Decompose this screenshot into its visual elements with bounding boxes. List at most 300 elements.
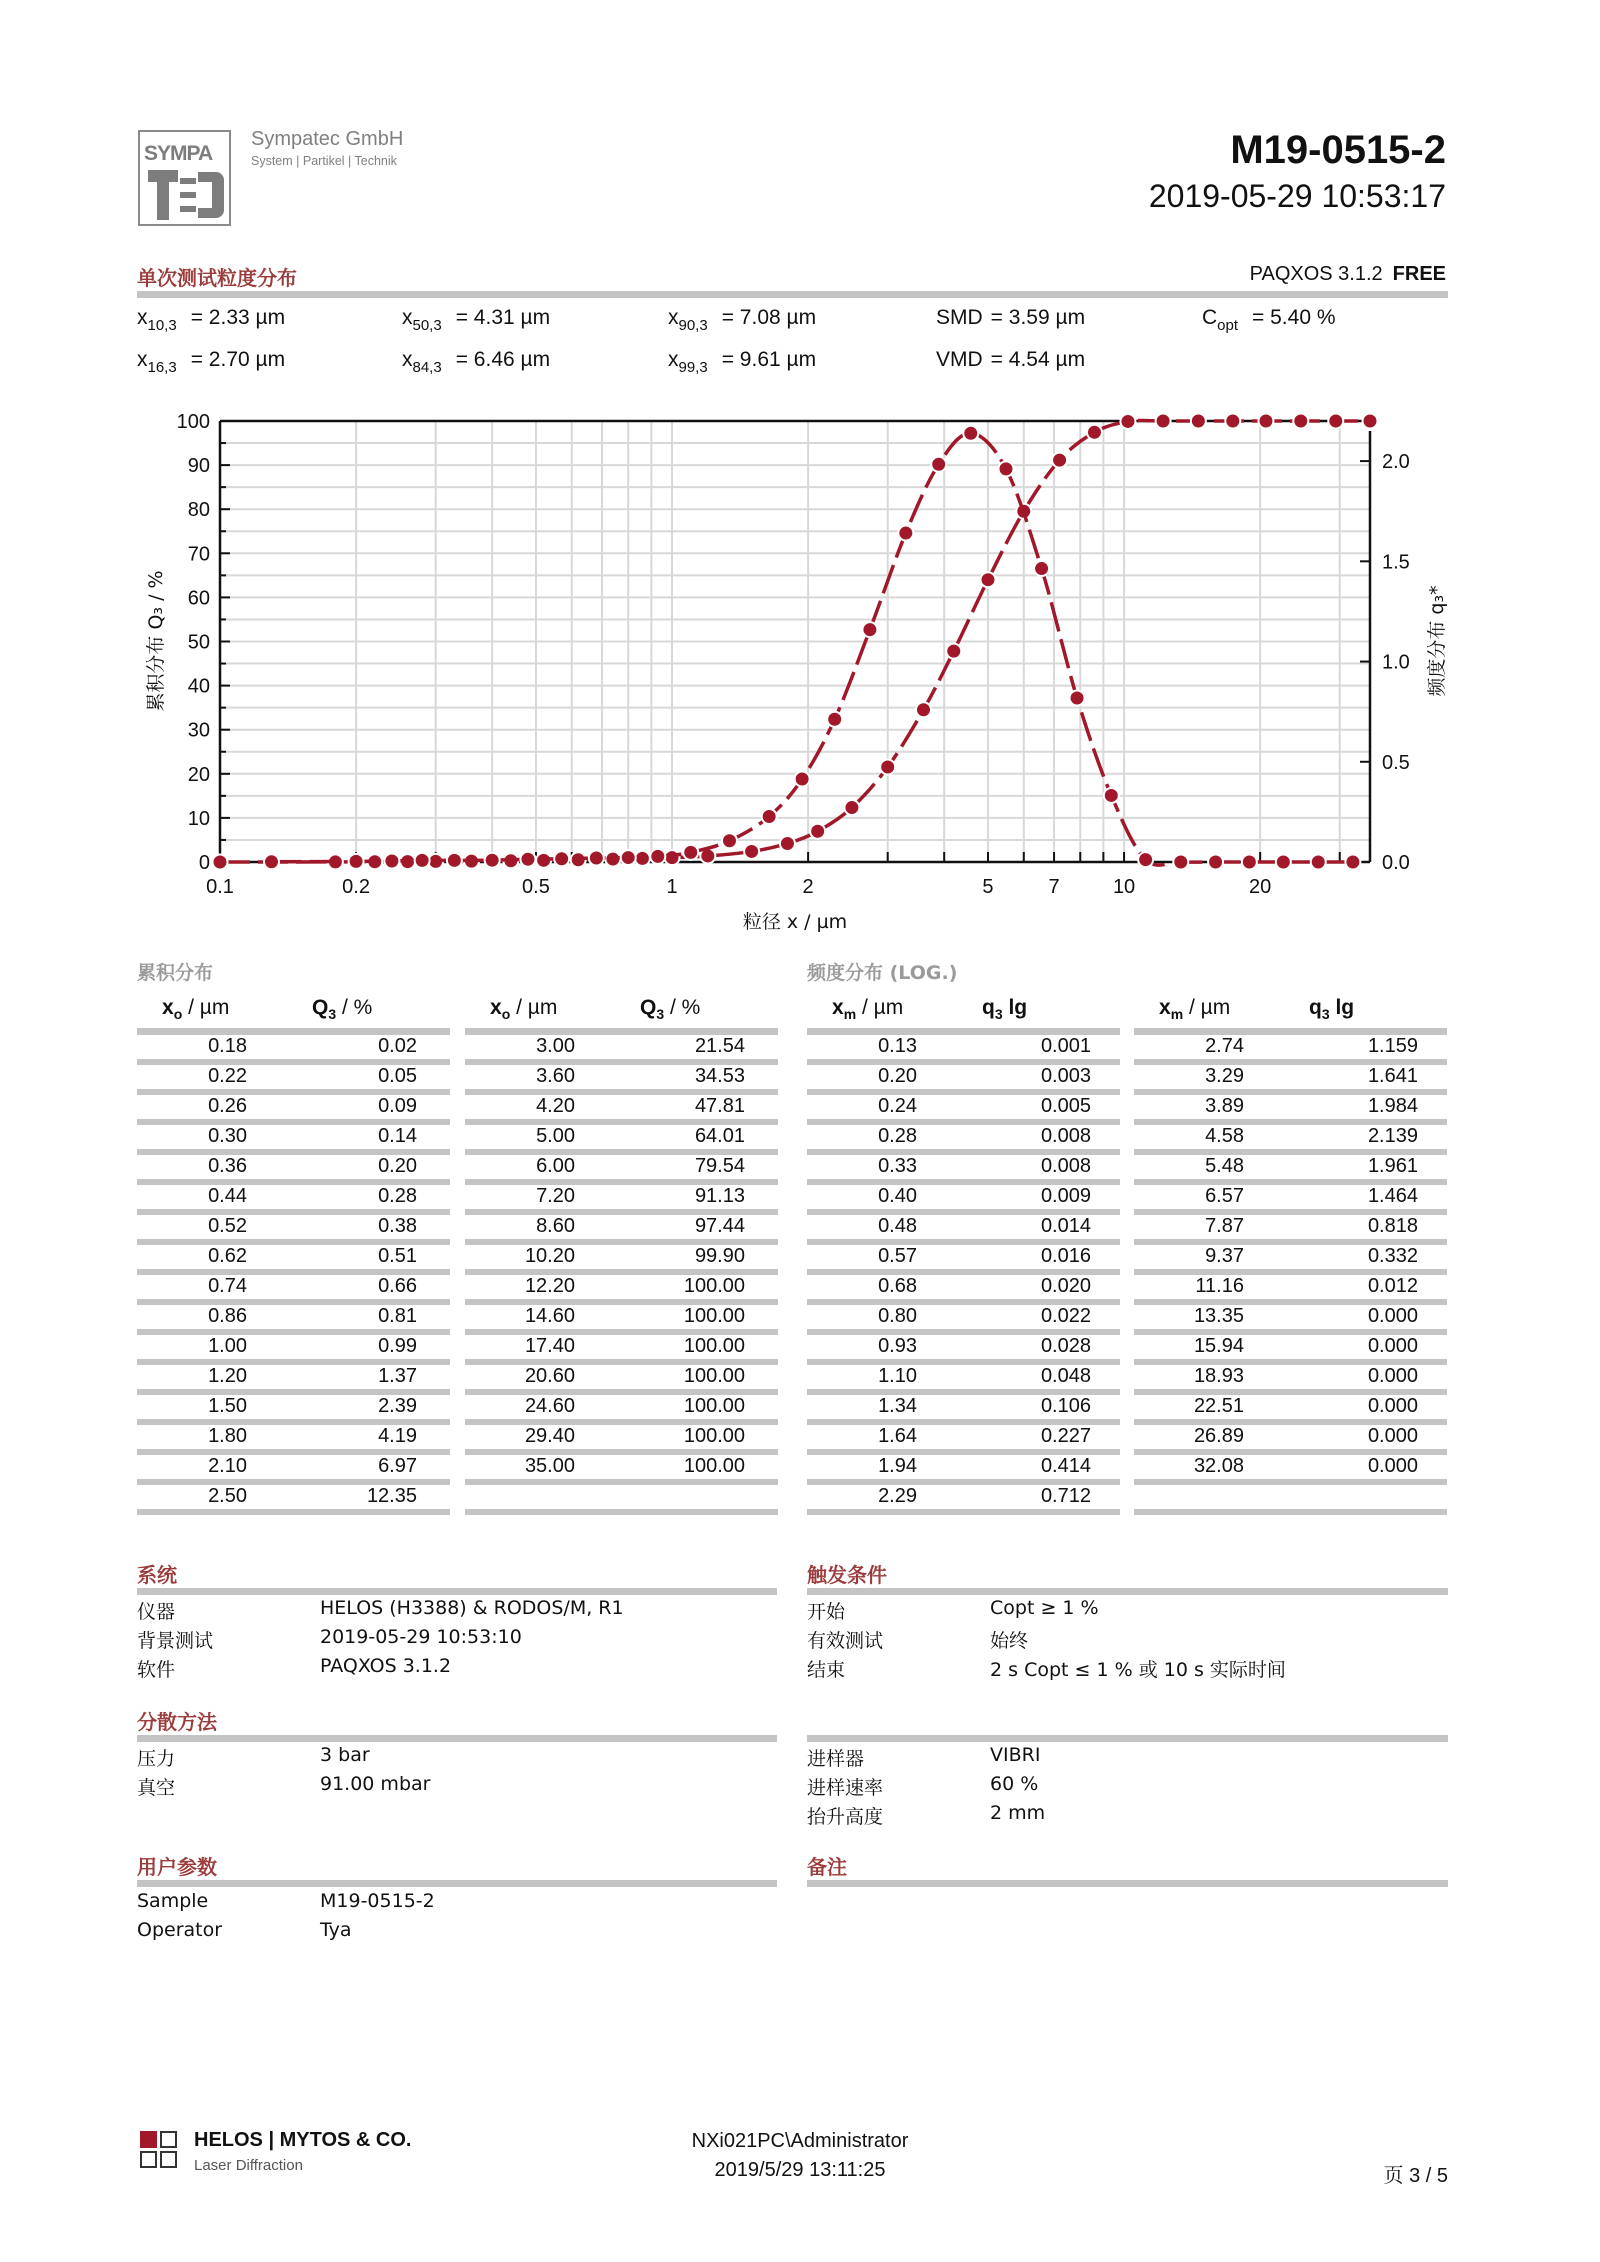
column-subscript: m xyxy=(843,1006,857,1022)
value-cell: 0.028 xyxy=(1040,1335,1091,1357)
table-row xyxy=(465,1065,778,1095)
table-row xyxy=(807,1185,1120,1215)
value-cell: 0.38 xyxy=(378,1215,417,1237)
value-cell: 0.05 xyxy=(378,1065,417,1087)
value-cell: 0.016 xyxy=(1040,1245,1091,1267)
column-header xyxy=(640,996,700,1022)
value-cell: 0.28 xyxy=(378,1185,417,1207)
x-tick-label: 5 xyxy=(982,876,994,898)
software-name: PAQXOS 3.1.2 xyxy=(1249,263,1383,285)
value-cell: 6.97 xyxy=(378,1455,417,1477)
stat-symbol: x xyxy=(668,306,679,329)
value-cell: 0.022 xyxy=(1040,1305,1091,1327)
table-row xyxy=(1134,1065,1447,1095)
value-cell: 1.37 xyxy=(378,1365,417,1387)
y-tick-label: 60 xyxy=(187,587,210,610)
trigger-label: 结束 xyxy=(807,1659,846,1681)
size-cell: 22.51 xyxy=(1193,1395,1244,1417)
notes-rule xyxy=(807,1880,1448,1887)
density-data-point xyxy=(1276,855,1291,870)
size-cell: 0.40 xyxy=(878,1185,917,1207)
value-cell: 0.012 xyxy=(1367,1275,1418,1297)
table-row xyxy=(1134,1125,1447,1155)
density-data-point xyxy=(650,849,665,864)
table-row xyxy=(807,1245,1120,1275)
density-data-point xyxy=(898,526,913,541)
y-tick-label: 50 xyxy=(187,631,210,654)
column-header xyxy=(490,996,557,1022)
size-cell: 32.08 xyxy=(1193,1455,1244,1477)
table-row xyxy=(137,1275,450,1305)
size-cell: 1.10 xyxy=(878,1365,917,1387)
x-tick-label: 0.1 xyxy=(206,876,234,898)
y-axis-title: 累积分布 Q₃ / % xyxy=(145,570,167,712)
x-tick-label: 0.2 xyxy=(342,876,370,898)
dispersion-value: 3 bar xyxy=(320,1744,370,1766)
x-tick-label: 0.5 xyxy=(522,876,550,898)
table-row xyxy=(137,1125,450,1155)
stat-symbol: VMD xyxy=(936,348,983,371)
size-cell: 14.60 xyxy=(524,1305,575,1327)
size-cell: 8.60 xyxy=(536,1215,575,1237)
trigger-value: 2 s Copt ≤ 1 % 或 10 s 实际时间 xyxy=(990,1659,1286,1681)
density-data-point xyxy=(1242,855,1257,870)
value-cell: 12.35 xyxy=(366,1485,417,1507)
stat-subscript: 90,3 xyxy=(678,317,708,334)
stat-value: = 7.08 µm xyxy=(721,306,817,329)
stat-value: = 4.54 µm xyxy=(990,348,1086,371)
cumulative-data-point xyxy=(1087,425,1102,440)
density-data-point xyxy=(1070,691,1085,706)
feeder-label: 进样速率 xyxy=(807,1777,884,1799)
stat-value: = 2.33 µm xyxy=(190,306,286,329)
value-cell: 0.000 xyxy=(1367,1305,1418,1327)
footer-page-number: 页 3 / 5 xyxy=(1383,2165,1448,2187)
cumulative-data-point xyxy=(1258,414,1273,429)
column-subscript: 3 xyxy=(328,1006,337,1022)
y-tick-label: 100 xyxy=(176,411,210,433)
cumulative-table xyxy=(465,990,778,1515)
stat-subscript: 84,3 xyxy=(412,359,442,376)
column-header xyxy=(832,996,903,1022)
size-cell: 6.57 xyxy=(1205,1185,1244,1207)
trigger-label: 有效测试 xyxy=(807,1630,884,1652)
user-params-rule xyxy=(137,1880,777,1887)
trigger-rule xyxy=(807,1588,1448,1595)
size-cell: 0.74 xyxy=(208,1275,247,1297)
table-row xyxy=(807,1485,1120,1515)
value-cell: 1.159 xyxy=(1367,1035,1418,1057)
company-name: Sympatec GmbH xyxy=(251,128,404,150)
stat-symbol: x xyxy=(402,306,413,329)
size-cell: 0.30 xyxy=(208,1125,247,1147)
size-cell: 7.87 xyxy=(1205,1215,1244,1237)
column-header xyxy=(312,996,372,1022)
size-cell: 1.64 xyxy=(878,1425,917,1447)
series-line-density xyxy=(272,433,1353,865)
user_params-label: Sample xyxy=(137,1890,209,1912)
table-row xyxy=(465,1365,778,1395)
table-header xyxy=(807,990,1120,1028)
size-cell: 10.20 xyxy=(524,1245,575,1267)
density-data-point xyxy=(1208,855,1223,870)
system-rule xyxy=(137,1588,777,1595)
value-cell: 21.54 xyxy=(694,1035,745,1057)
size-cell: 0.62 xyxy=(208,1245,247,1267)
table-row xyxy=(807,1155,1120,1185)
table-row xyxy=(465,1305,778,1335)
density-data-point xyxy=(264,854,279,869)
table-row xyxy=(465,1125,778,1155)
value-cell: 0.51 xyxy=(378,1245,417,1267)
value-cell: 0.332 xyxy=(1367,1245,1418,1267)
density-data-point xyxy=(827,712,842,727)
cumulative-data-point xyxy=(1293,414,1308,429)
feeder-value: 60 % xyxy=(990,1773,1039,1795)
value-cell: 0.66 xyxy=(378,1275,417,1297)
size-cell: 0.20 xyxy=(878,1065,917,1087)
stat-subscript: 16,3 xyxy=(147,359,177,376)
company-tagline: System | Partikel | Technik xyxy=(251,154,397,168)
table-row xyxy=(137,1305,450,1335)
size-cell: 5.48 xyxy=(1205,1155,1244,1177)
value-cell: 0.81 xyxy=(378,1305,417,1327)
stat-subscript: 99,3 xyxy=(678,359,708,376)
trigger-value: Copt ≥ 1 % xyxy=(990,1597,1099,1619)
column-unit: / % xyxy=(336,996,373,1019)
table-row xyxy=(465,1485,778,1515)
table-row xyxy=(807,1395,1120,1425)
frequency-table xyxy=(807,990,1120,1515)
column-symbol: x xyxy=(832,996,844,1019)
table-row xyxy=(137,1185,450,1215)
table-row xyxy=(1134,1095,1447,1125)
value-cell: 1.961 xyxy=(1367,1155,1418,1177)
x-axis-title: 粒径 x / µm xyxy=(742,911,848,933)
column-subscript: 3 xyxy=(656,1006,665,1022)
table-row xyxy=(807,1215,1120,1245)
stat-value: = 5.40 % xyxy=(1252,306,1336,329)
density-data-point xyxy=(554,851,569,866)
table-row xyxy=(807,1425,1120,1455)
size-cell: 18.93 xyxy=(1193,1365,1244,1387)
cumulative-data-point xyxy=(1120,414,1135,429)
value-cell: 64.01 xyxy=(694,1125,745,1147)
stat-symbol: SMD xyxy=(936,306,983,329)
value-cell: 0.008 xyxy=(1040,1125,1091,1147)
table-row xyxy=(465,1425,778,1455)
column-unit: lg xyxy=(1002,996,1028,1019)
value-cell: 0.414 xyxy=(1040,1455,1091,1477)
value-cell: 0.005 xyxy=(1040,1095,1091,1117)
column-symbol: Q xyxy=(640,996,657,1019)
value-cell: 0.000 xyxy=(1367,1395,1418,1417)
table-row xyxy=(137,1395,450,1425)
feeder-label: 抬升高度 xyxy=(807,1806,884,1828)
trigger-value: 始终 xyxy=(990,1630,1029,1652)
density-data-point xyxy=(349,854,364,869)
table-row xyxy=(807,1065,1120,1095)
cumulative-data-point xyxy=(980,572,995,587)
table-row xyxy=(137,1095,450,1125)
value-cell: 0.000 xyxy=(1367,1365,1418,1387)
section-title-single-measurement: 单次测试粒度分布 xyxy=(137,266,297,290)
size-cell: 1.20 xyxy=(208,1365,247,1387)
density-data-point xyxy=(384,853,399,868)
value-cell: 0.008 xyxy=(1040,1155,1091,1177)
feeder-rule xyxy=(807,1735,1448,1742)
y2-tick-label: 0.0 xyxy=(1382,852,1410,874)
table-header xyxy=(465,990,778,1028)
table-header-rule xyxy=(1134,1028,1447,1035)
size-cell: 0.68 xyxy=(878,1275,917,1297)
column-symbol: q xyxy=(982,996,995,1019)
size-cell: 9.37 xyxy=(1205,1245,1244,1267)
helos-logo-icon xyxy=(139,2130,183,2170)
size-cell: 4.20 xyxy=(536,1095,575,1117)
y-tick-label: 10 xyxy=(187,807,210,830)
footer-print-time: 2019/5/29 13:11:25 xyxy=(714,2159,886,2181)
size-cell: 0.36 xyxy=(208,1155,247,1177)
cumulative-data-point xyxy=(916,702,931,717)
dispersion-label: 压力 xyxy=(137,1748,176,1770)
table-row xyxy=(1134,1215,1447,1245)
size-cell: 3.00 xyxy=(536,1035,575,1057)
value-cell: 0.712 xyxy=(1040,1485,1091,1507)
value-cell: 100.00 xyxy=(683,1365,745,1387)
density-data-point xyxy=(722,833,737,848)
software-badge: FREE xyxy=(1392,263,1446,285)
y2-tick-label: 2.0 xyxy=(1382,451,1410,474)
density-data-point xyxy=(1138,852,1153,867)
table-header xyxy=(1134,990,1447,1028)
stat-subscript: 10,3 xyxy=(147,317,177,334)
table-header-rule xyxy=(137,1028,450,1035)
size-cell: 2.10 xyxy=(208,1455,247,1477)
feeder-value: 2 mm xyxy=(990,1802,1046,1824)
table-row xyxy=(807,1335,1120,1365)
y-tick-label: 70 xyxy=(187,543,210,566)
stat-subscript: opt xyxy=(1217,317,1239,334)
value-cell: 1.641 xyxy=(1367,1065,1418,1087)
column-symbol: q xyxy=(1309,996,1322,1019)
table-row xyxy=(465,1215,778,1245)
cumulative-data-point xyxy=(665,850,680,865)
stat-symbol: C xyxy=(1202,306,1218,329)
density-data-point xyxy=(1104,788,1119,803)
cumulative-data-point xyxy=(1328,414,1343,429)
size-cell: 2.50 xyxy=(208,1485,247,1507)
size-cell: 17.40 xyxy=(524,1335,575,1357)
user-params-section-title: 用户参数 xyxy=(137,1855,217,1879)
table-row xyxy=(137,1365,450,1395)
stat-subscript: 50,3 xyxy=(412,317,442,334)
density-data-point xyxy=(1345,855,1360,870)
value-cell: 0.14 xyxy=(378,1125,417,1147)
system-value: PAQXOS 3.1.2 xyxy=(320,1655,452,1677)
size-cell: 0.26 xyxy=(208,1095,247,1117)
value-cell: 100.00 xyxy=(683,1305,745,1327)
table-header-rule xyxy=(465,1028,778,1035)
footer-user: NXi021PC\Administrator xyxy=(691,2130,909,2152)
stat-value: = 4.31 µm xyxy=(455,306,551,329)
table-row xyxy=(137,1155,450,1185)
system-value: 2019-05-29 10:53:10 xyxy=(320,1626,522,1648)
dispersion-section-title: 分散方法 xyxy=(137,1710,217,1734)
size-cell: 1.00 xyxy=(208,1335,247,1357)
column-header xyxy=(1159,996,1230,1022)
density-data-point xyxy=(447,853,462,868)
size-cell: 0.13 xyxy=(878,1035,917,1057)
size-cell: 20.60 xyxy=(524,1365,575,1387)
size-cell: 15.94 xyxy=(1193,1335,1244,1357)
density-data-point xyxy=(795,772,810,787)
value-cell: 1.984 xyxy=(1367,1095,1418,1117)
trigger-section-title: 触发条件 xyxy=(807,1563,887,1587)
cumulative-data-point xyxy=(1052,453,1067,468)
table-row xyxy=(137,1485,450,1515)
column-unit: lg xyxy=(1329,996,1355,1019)
column-header xyxy=(162,996,229,1022)
size-cell: 1.80 xyxy=(208,1425,247,1447)
table-row xyxy=(137,1035,450,1065)
table-row xyxy=(137,1215,450,1245)
column-unit: / µm xyxy=(1183,996,1231,1019)
value-cell: 97.44 xyxy=(694,1215,745,1237)
user_params-value: M19-0515-2 xyxy=(320,1890,435,1912)
system-label: 背景测试 xyxy=(137,1630,214,1652)
footer-product-line: HELOS | MYTOS & CO. xyxy=(194,2129,412,2151)
y-tick-label: 0 xyxy=(198,852,210,874)
table-row xyxy=(137,1425,450,1455)
x-tick-label: 10 xyxy=(1112,876,1136,898)
table-row xyxy=(807,1095,1120,1125)
size-cell: 1.34 xyxy=(878,1395,917,1417)
size-cell: 24.60 xyxy=(524,1395,575,1417)
size-cell: 13.35 xyxy=(1193,1305,1244,1327)
table-row xyxy=(137,1065,450,1095)
frequency-section-title: 频度分布 (LOG.) xyxy=(807,962,958,984)
table-row xyxy=(1134,1455,1447,1485)
value-cell: 1.464 xyxy=(1367,1185,1418,1207)
value-cell: 0.20 xyxy=(378,1155,417,1177)
system-section-title: 系统 xyxy=(137,1563,177,1587)
value-cell: 47.81 xyxy=(694,1095,745,1117)
column-subscript: 3 xyxy=(1321,1006,1330,1022)
table-row xyxy=(465,1095,778,1125)
feeder-label: 进样器 xyxy=(807,1748,865,1770)
table-row xyxy=(1134,1275,1447,1305)
column-unit: / µm xyxy=(856,996,904,1019)
trigger-label: 开始 xyxy=(807,1601,846,1623)
size-cell: 0.80 xyxy=(878,1305,917,1327)
density-data-point xyxy=(485,853,500,868)
size-cell: 29.40 xyxy=(524,1425,575,1447)
value-cell: 0.001 xyxy=(1040,1035,1091,1057)
value-cell: 0.99 xyxy=(378,1335,417,1357)
size-cell: 0.28 xyxy=(878,1125,917,1147)
value-cell: 0.000 xyxy=(1367,1455,1418,1477)
cumulative-data-point xyxy=(880,760,895,775)
document-title: M19-0515-2 xyxy=(1230,128,1446,172)
value-cell: 100.00 xyxy=(683,1425,745,1447)
size-cell: 3.89 xyxy=(1205,1095,1244,1117)
y-tick-label: 90 xyxy=(187,455,210,478)
table-row xyxy=(807,1455,1120,1485)
y-tick-label: 20 xyxy=(187,763,210,786)
value-cell: 100.00 xyxy=(683,1335,745,1357)
column-unit: / µm xyxy=(182,996,230,1019)
table-row xyxy=(1134,1365,1447,1395)
size-cell: 11.16 xyxy=(1195,1275,1244,1297)
cumulative-data-point xyxy=(810,824,825,839)
frequency-table xyxy=(1134,990,1447,1515)
particle-size-chart xyxy=(0,0,1600,960)
column-symbol: Q xyxy=(312,996,329,1019)
density-data-point xyxy=(1311,855,1326,870)
user_params-label: Operator xyxy=(137,1919,223,1941)
column-symbol: x xyxy=(490,996,502,1019)
size-cell: 12.20 xyxy=(524,1275,575,1297)
value-cell: 34.53 xyxy=(694,1065,745,1087)
table-row xyxy=(1134,1395,1447,1425)
dispersion-value: 91.00 mbar xyxy=(320,1773,431,1795)
density-data-point xyxy=(998,461,1013,476)
value-cell: 99.90 xyxy=(694,1245,745,1267)
density-data-point xyxy=(931,457,946,472)
table-row xyxy=(465,1155,778,1185)
table-row xyxy=(807,1365,1120,1395)
size-cell: 0.24 xyxy=(878,1095,917,1117)
table-row xyxy=(1134,1155,1447,1185)
logo-text-sympa: SYMPA xyxy=(144,142,213,165)
density-data-point xyxy=(862,622,877,637)
value-cell: 0.000 xyxy=(1367,1425,1418,1447)
size-cell: 4.58 xyxy=(1205,1125,1244,1147)
value-cell: 2.39 xyxy=(378,1395,417,1417)
table-header xyxy=(137,990,450,1028)
value-cell: 91.13 xyxy=(694,1185,745,1207)
column-subscript: o xyxy=(501,1006,511,1022)
density-data-point xyxy=(683,845,698,860)
table-row xyxy=(137,1455,450,1485)
table-row xyxy=(465,1185,778,1215)
value-cell: 0.02 xyxy=(378,1035,417,1057)
size-cell: 5.00 xyxy=(536,1125,575,1147)
value-cell: 0.048 xyxy=(1040,1365,1091,1387)
document-datetime: 2019-05-29 10:53:17 xyxy=(1148,178,1446,214)
x-tick-label: 20 xyxy=(1249,876,1272,898)
table-row xyxy=(137,1335,450,1365)
density-data-point xyxy=(1173,855,1188,870)
column-symbol: x xyxy=(162,996,174,1019)
size-cell: 0.86 xyxy=(208,1305,247,1327)
size-cell: 0.22 xyxy=(208,1065,247,1087)
stat-value: = 2.70 µm xyxy=(190,348,286,371)
column-header xyxy=(1309,996,1354,1022)
density-data-point xyxy=(520,852,535,867)
density-data-point xyxy=(762,809,777,824)
x-tick-label: 7 xyxy=(1048,876,1060,898)
value-cell: 0.003 xyxy=(1040,1065,1091,1087)
size-cell: 1.94 xyxy=(878,1455,917,1477)
system-value: HELOS (H3388) & RODOS/M, R1 xyxy=(320,1597,624,1619)
cumulative-data-point xyxy=(1156,414,1171,429)
y2-tick-label: 1.5 xyxy=(1382,551,1410,574)
table-row xyxy=(465,1275,778,1305)
system-label: 仪器 xyxy=(137,1601,176,1623)
table-row xyxy=(465,1335,778,1365)
